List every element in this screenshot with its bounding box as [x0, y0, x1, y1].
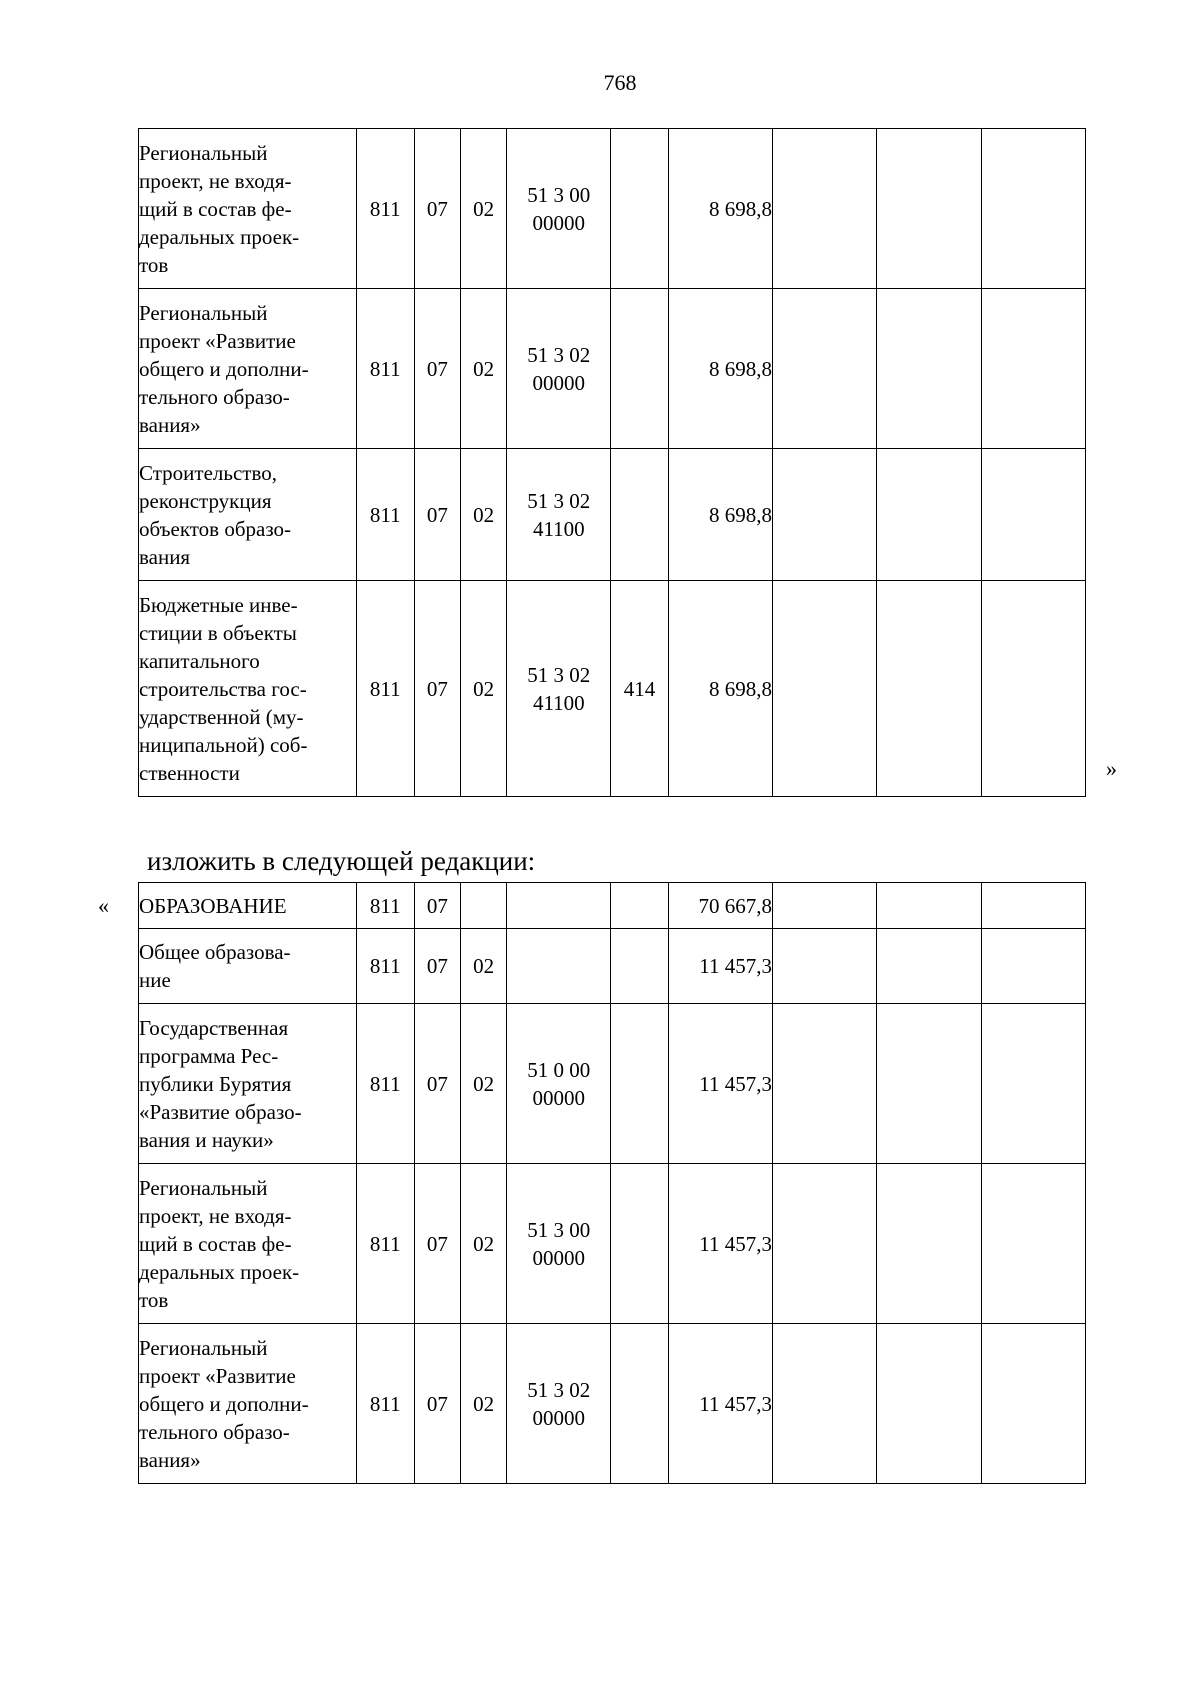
- table-row: [139, 1004, 1086, 1164]
- description-line: публики Бурятия: [139, 1071, 292, 1096]
- empty-cell: [772, 1324, 876, 1484]
- grbs-code: 811: [356, 883, 414, 929]
- row-description: [139, 449, 357, 581]
- target-article-code-part: 51 0 00: [527, 1057, 591, 1082]
- table-row: [139, 929, 1086, 1004]
- empty-cell: [877, 1004, 981, 1164]
- description-line: ние: [139, 968, 171, 992]
- target-article-code: [507, 449, 611, 581]
- row-description: [139, 883, 357, 929]
- description-line: тов: [139, 1287, 169, 1312]
- empty-cell: [981, 449, 1085, 581]
- description-line: Региональный: [139, 1335, 268, 1360]
- subsection-code: 02: [461, 1324, 507, 1484]
- target-article-code-part: 00000: [532, 1245, 586, 1270]
- empty-cell: [877, 929, 981, 1004]
- target-article-code: [507, 883, 611, 929]
- target-article-code-part: 51 3 02: [527, 342, 591, 367]
- subsection-code: 02: [461, 289, 507, 449]
- row-description: [139, 1324, 357, 1484]
- empty-cell: [877, 1164, 981, 1324]
- description-line: реконструкция: [139, 488, 272, 513]
- description-line: вания»: [139, 1447, 201, 1472]
- target-article-code-part: 51 3 00: [527, 182, 591, 207]
- expense-type-code: [611, 1164, 668, 1324]
- empty-cell: [877, 129, 981, 289]
- empty-cell: [981, 1324, 1085, 1484]
- expense-type-code: [611, 1324, 668, 1484]
- row-description: [139, 929, 357, 1004]
- target-article-code-part: 00000: [532, 1085, 586, 1110]
- table-row: [139, 129, 1086, 289]
- description-line: щий в состав фе-: [139, 1231, 292, 1256]
- description-line: «Развитие образо-: [139, 1099, 302, 1124]
- empty-cell: [772, 1164, 876, 1324]
- description-line: деральных проек-: [139, 224, 300, 249]
- amount: 8 698,8: [668, 581, 772, 797]
- empty-cell: [772, 129, 876, 289]
- amount: 8 698,8: [668, 289, 772, 449]
- row-description: [139, 129, 357, 289]
- expense-type-code: [611, 449, 668, 581]
- description-line: щий в состав фе-: [139, 196, 292, 221]
- description-line: объектов образо-: [139, 516, 292, 541]
- empty-cell: [981, 129, 1085, 289]
- description-line: Бюджетные инве-: [139, 592, 298, 617]
- subsection-code: 02: [461, 129, 507, 289]
- empty-cell: [772, 883, 876, 929]
- row-description: [139, 1164, 357, 1324]
- page-number: 768: [603, 70, 637, 95]
- empty-cell: [772, 581, 876, 797]
- target-article-code-part: 00000: [532, 1405, 586, 1430]
- target-article-code-part: 00000: [532, 210, 586, 235]
- expense-type-code: [611, 289, 668, 449]
- empty-cell: [877, 581, 981, 797]
- row-description: [139, 1004, 357, 1164]
- amount: 8 698,8: [668, 449, 772, 581]
- grbs-code: 811: [356, 1004, 414, 1164]
- table-row: [139, 1324, 1086, 1484]
- description-line: Региональный: [139, 1175, 268, 1200]
- section-code: 07: [414, 581, 460, 797]
- section-code: 07: [414, 129, 460, 289]
- target-article-code-part: 51 3 02: [527, 488, 591, 513]
- budget-table-new: [138, 882, 1086, 1484]
- target-article-code: [507, 289, 611, 449]
- description-line: Строительство,: [139, 460, 277, 485]
- empty-cell: [772, 1004, 876, 1164]
- description-line: общего и дополни-: [139, 356, 309, 381]
- target-article-code: [507, 129, 611, 289]
- empty-cell: [772, 449, 876, 581]
- section-code: 07: [414, 289, 460, 449]
- section-code: 07: [414, 883, 460, 929]
- description-line: ударственной (му-: [139, 704, 304, 729]
- description-line: Региональный: [139, 300, 268, 325]
- subsection-code: 02: [461, 449, 507, 581]
- empty-cell: [877, 289, 981, 449]
- description-line: проект «Развитие: [139, 328, 296, 353]
- target-article-code: [507, 1324, 611, 1484]
- intro-text: изложить в следующей редакции:: [147, 846, 536, 876]
- target-article-code-part: 51 3 00: [527, 1217, 591, 1242]
- grbs-code: 811: [356, 449, 414, 581]
- description-line: ниципальной) соб-: [139, 732, 308, 757]
- row-description: [139, 289, 357, 449]
- target-article-code-part: 41100: [532, 516, 585, 541]
- subsection-code: 02: [461, 1164, 507, 1324]
- empty-cell: [877, 883, 981, 929]
- section-code: 07: [414, 1004, 460, 1164]
- empty-cell: [981, 289, 1085, 449]
- grbs-code: 811: [356, 581, 414, 797]
- description-line: общего и дополни-: [139, 1391, 309, 1416]
- close-quote-mark: »: [1106, 756, 1117, 781]
- description-line: тельного образо-: [139, 1419, 290, 1444]
- description-line: ОБРАЗОВАНИЕ: [139, 893, 287, 918]
- grbs-code: 811: [356, 1164, 414, 1324]
- empty-cell: [981, 581, 1085, 797]
- expense-type-code: [611, 883, 668, 929]
- amount: 11 457,3: [668, 929, 772, 1004]
- description-line: капитального: [139, 648, 260, 673]
- section-code: 07: [414, 929, 460, 1004]
- grbs-code: 811: [356, 129, 414, 289]
- description-line: строительства гос-: [139, 676, 307, 701]
- expense-type-code: [611, 1004, 668, 1164]
- description-line: ственности: [139, 760, 240, 785]
- table-row: [139, 1164, 1086, 1324]
- subsection-code: [461, 883, 507, 929]
- description-line: Государственная: [139, 1015, 289, 1040]
- description-line: вания и науки»: [139, 1127, 274, 1152]
- expense-type-code: [611, 129, 668, 289]
- description-line: проект, не входя-: [139, 168, 292, 193]
- empty-cell: [877, 449, 981, 581]
- table-row: [139, 883, 1086, 929]
- target-article-code-part: 41100: [532, 690, 585, 715]
- description-line: Региональный: [139, 140, 268, 165]
- empty-cell: [772, 289, 876, 449]
- target-article-code: [507, 929, 611, 1004]
- description-line: тов: [139, 252, 169, 277]
- empty-cell: [981, 1164, 1085, 1324]
- target-article-code: [507, 1164, 611, 1324]
- table-row: [139, 581, 1086, 797]
- section-code: 07: [414, 449, 460, 581]
- amount: 11 457,3: [668, 1324, 772, 1484]
- description-line: деральных проек-: [139, 1259, 300, 1284]
- description-line: стиции в объекты: [139, 620, 297, 645]
- grbs-code: 811: [356, 1324, 414, 1484]
- subsection-code: 02: [461, 929, 507, 1004]
- target-article-code: [507, 581, 611, 797]
- target-article-code-part: 51 3 02: [527, 1377, 591, 1402]
- description-line: проект, не входя-: [139, 1203, 292, 1228]
- open-quote-mark: «: [98, 893, 109, 918]
- table-row: [139, 449, 1086, 581]
- target-article-code: [507, 1004, 611, 1164]
- description-line: вания»: [139, 412, 201, 437]
- row-description: [139, 581, 357, 797]
- expense-type-code: [611, 929, 668, 1004]
- target-article-code-part: 00000: [532, 370, 586, 395]
- grbs-code: 811: [356, 289, 414, 449]
- amount: 11 457,3: [668, 1004, 772, 1164]
- expense-type-code: 414: [611, 581, 668, 797]
- amount: 8 698,8: [668, 129, 772, 289]
- section-code: 07: [414, 1324, 460, 1484]
- amount: 70 667,8: [668, 883, 772, 929]
- target-article-code-part: 51 3 02: [527, 662, 591, 687]
- empty-cell: [981, 1004, 1085, 1164]
- description-line: программа Рес-: [139, 1043, 279, 1068]
- empty-cell: [981, 883, 1085, 929]
- description-line: Общее образова-: [139, 940, 291, 964]
- description-line: тельного образо-: [139, 384, 290, 409]
- description-line: вания: [139, 544, 191, 569]
- table-row: [139, 289, 1086, 449]
- subsection-code: 02: [461, 581, 507, 797]
- section-code: 07: [414, 1164, 460, 1324]
- budget-table-old: [138, 128, 1086, 797]
- empty-cell: [877, 1324, 981, 1484]
- subsection-code: 02: [461, 1004, 507, 1164]
- grbs-code: 811: [356, 929, 414, 1004]
- empty-cell: [981, 929, 1085, 1004]
- empty-cell: [772, 929, 876, 1004]
- description-line: проект «Развитие: [139, 1363, 296, 1388]
- amount: 11 457,3: [668, 1164, 772, 1324]
